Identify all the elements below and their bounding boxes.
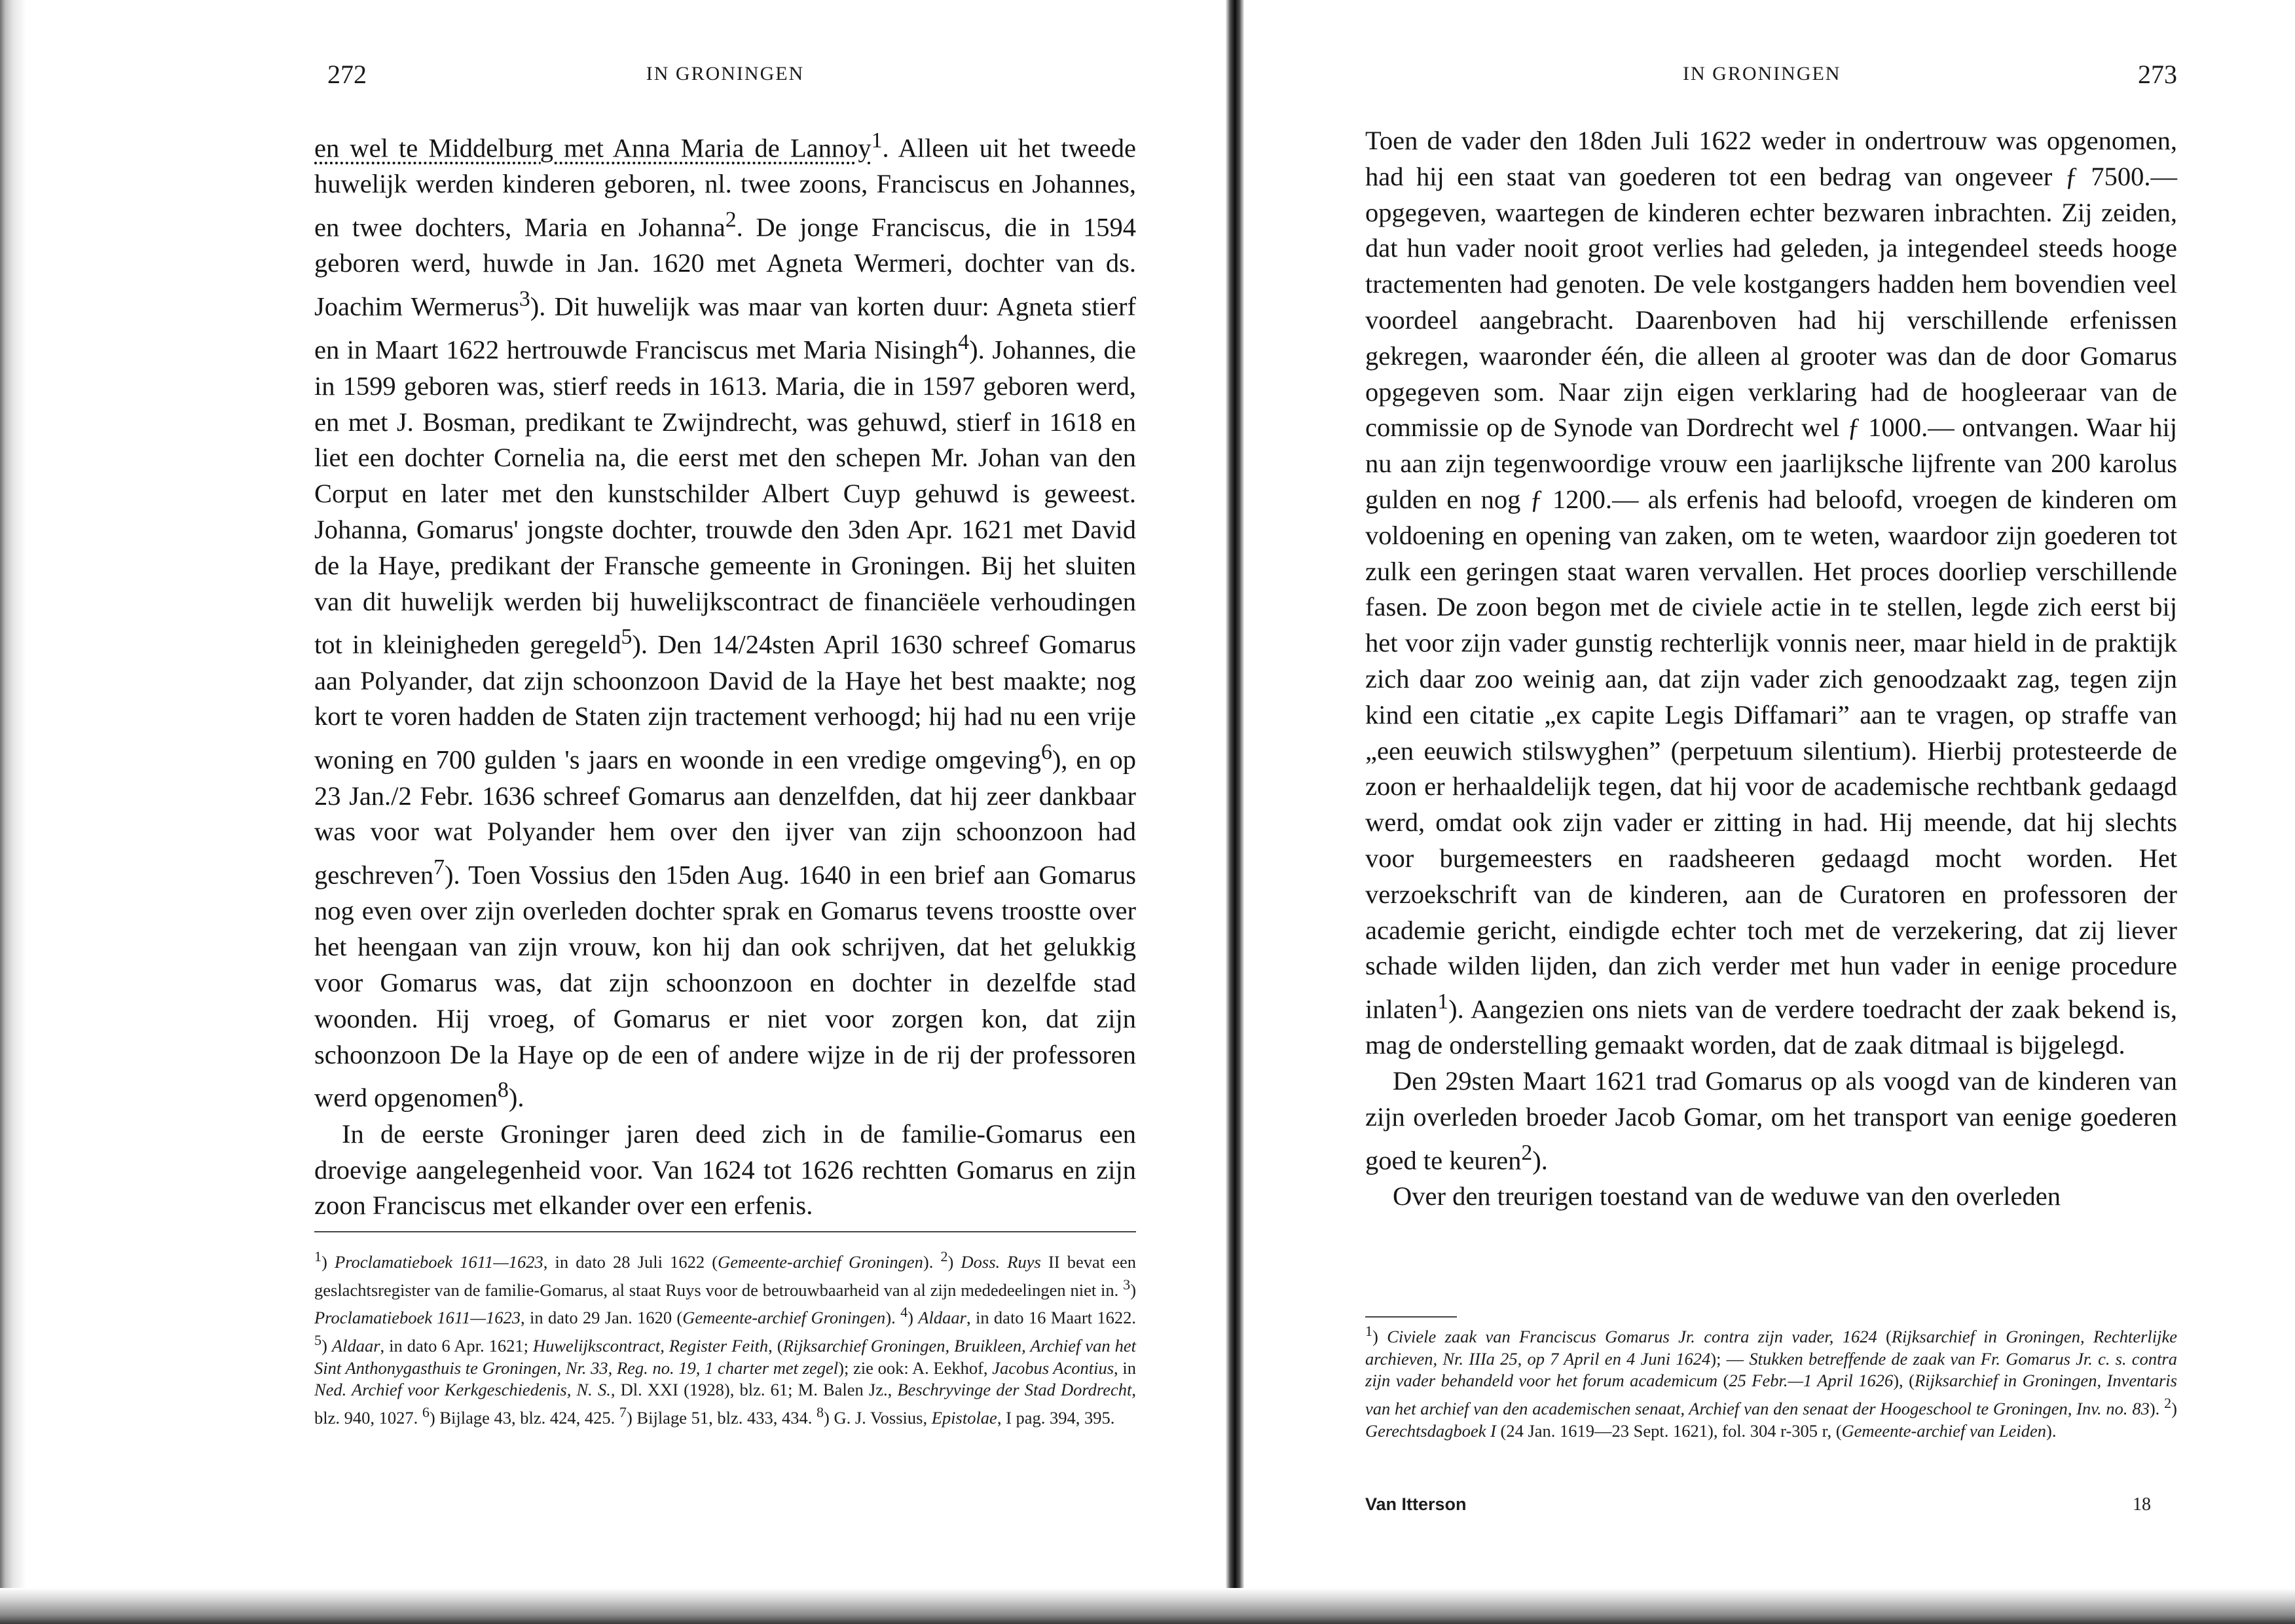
footnotes: [1365, 1320, 2177, 1443]
paragraph: [1365, 1063, 2177, 1179]
page-number: 273: [2138, 60, 2177, 89]
text-run: ). Den 14/24sten April 1630 schreef Gomarus aan Polyander, dat zijn schoonzoon David de la Haye het best maakte; nog kort te voren hadden de Staten zijn tractement verhoogd; hij had nu een vrije woning en 700 gulden 's jaars en woonde in een vredige omgeving: [314, 629, 1137, 775]
signature-number: 18: [2133, 1494, 2151, 1515]
running-head: IN GRONINGEN: [646, 63, 805, 84]
footnote-marker: 1: [1437, 989, 1449, 1014]
footnote-marker: 6: [1040, 740, 1052, 765]
underlined-text: en wel te Middelburg met Anna Maria de Lannoy: [314, 133, 872, 163]
body-text: [314, 123, 1136, 1224]
footnotes: [314, 1246, 1136, 1430]
footnote-text: Proclamatieboek 1611—1623, in dato 29 Jan. 1620 (Gemeente-archief Groningen).: [314, 1308, 896, 1328]
text-run: . Alleen uit het tweede huwelijk werden kinderen geboren, nl. twee zoons, Franciscus en Johannes, en twee dochters, Maria en Johanna: [314, 133, 1136, 242]
text-run: ), en op 23 Jan./2 Febr. 1636 schreef Gomarus aan denzelfden, dat hij zeer dankbaar was voor wat Polyander hem over den ijver van zijn schoonzoon had geschreven: [314, 745, 1136, 890]
running-head: IN GRONINGEN: [1683, 63, 1841, 84]
text-run: Toen de vader den 18den Juli 1622 weder in ondertrouw was opgenomen, had hij een staat van goederen tot een bedrag van ongeveer ƒ 7500.— opgegeven, waartegen de kinderen echter bezwaren inbrachten. Zij zeiden, dat hun vader nooit groot verlies had geleden, ja integendeel steeds hooge tractementen had genoten. De vele kostgangers hadden hem bovendien veel voordeel aangebracht. Daarenboven had hij verschillende erfenissen gekregen, waaronder één, die alleen al grooter was dan de door Gomarus opgegeven som. Naar zijn eigen verklaring had de hoogleeraar van de commissie op de Synode van Dordrecht wel ƒ 1000.— ontvangen. Waar hij nu aan zijn tegenwoordige vrouw een jaarlijksche lijfrente van 200 karolus gulden en nog ƒ 1200.— als erfenis had beloofd, vroegen de kinderen om voldoening en opening van zaken, om te weten, waardoor zijn goederen tot zulk een geringen staat waren vervallen. Het proces doorliep verschillende fasen. De zoon begon met de civiele actie in te stellen, legde zich eerst bij het voor zijn vader gunstig rechterlijk vonnis neer, maar hield in de praktijk zich daar zoo weinig aan, dat zijn vader zich genoodzaakt zag, tegen zijn kind een citatie „ex capite Legis Diffamari” aan te vragen, op straffe van „een eeuwich stilswyghen” (perpetuum silentium). Hierbij protesteerde de zoon er herhaaldelijk tegen, dat hij voor de academische rechtbank gedaagd werd, omdat ook zijn vader er zitting in had. Hij meende, dat hij slechts voor burgemeesters en raadsheeren gedaagd mocht worden. Het verzoekschrift van de kinderen, aan de Curatoren en professoren der academie gericht, eindigde echter toch met de verzekering, dat zij liever schade wilden lijden, dan zich verder met hun vader in eenige procedure inlaten: [1365, 126, 2177, 1024]
footnote-marker: 3: [519, 287, 530, 312]
footnote-marker: 7: [433, 855, 445, 880]
paragraph: Over den treurigen toestand van de weduwe van den overleden: [1393, 1181, 2061, 1211]
text-run: ). Aangezien ons niets van de verdere toedracht der zaak bekend is, mag de onderstelling gemaakt worden, dat de zaak ditmaal is bijgelegd.: [1365, 994, 2177, 1060]
text-run: ).: [508, 1082, 524, 1113]
footnote-text: Aldaar, in dato 6 Apr. 1621; Huwelijkscontract, Register Feith, (Rijksarchief Groningen, Bruikleen, Archief van het Sint Anthonygasthuis te Groningen, Nr. 33, Reg. no. 19, 1 charter met zegel); zie ook: A. Eekhof, Jacobus Acontius, in Ned. Archief voor Kerkgeschiedenis, N. S., Dl. XXI (1928), blz. 61; M. Balen Jz., Beschryvinge der Stad Dordrecht, blz. 940, 1027.: [314, 1335, 1137, 1428]
footnote-mark: 2: [2164, 1395, 2172, 1412]
paragraph: [314, 123, 1136, 1116]
page-number: 272: [327, 60, 367, 89]
footnote-rule: [314, 1231, 1136, 1232]
footnote-marker: 8: [498, 1078, 509, 1103]
footnote-text: G. J. Vossius, Epistolae, I pag. 394, 395.: [834, 1407, 1115, 1428]
footnote-mark: 8: [816, 1404, 824, 1421]
text-run: ). Toen Vossius den 15den Aug. 1640 in een brief aan Gomarus nog even over zijn overleden dochter sprak en Gomarus tevens troostte over het heengaan van zijn vrouw, kon hij dan ook schrijven, dat het gelukkig voor Gomarus was, dat zijn schoonzoon en dochter in dezelfde stad woonden. Hij vroeg, of Gomarus er niet voor zorgen kon, dat zijn schoonzoon De la Haye op de een of andere wijze in de rij der professoren werd opgenomen: [314, 860, 1136, 1113]
footnote-mark: 7: [619, 1404, 627, 1421]
footnote-mark: 3: [1123, 1276, 1131, 1293]
footnote-marker: 5: [621, 625, 633, 650]
footnote-text: Gerechtsdagboek I (24 Jan. 1619—23 Sept. 1621), fol. 304 r-305 r, (Gemeente-archief van Leiden).: [1365, 1420, 2057, 1441]
footnote-mark: 1: [314, 1248, 322, 1264]
footnote-mark: 4: [900, 1304, 908, 1321]
text-run: ). Johannes, die in 1599 geboren was, stierf reeds in 1613. Maria, die in 1597 geboren werd, en met J. Bosman, predikant te Zwijndrecht, was gehuwd, stierf in 1618 en liet een dochter Cornelia na, die eerst met den schepen Mr. Johan van den Corput en later met den kunstschilder Albert Cuyp gehuwd is geweest. Johanna, Gomarus' jongste dochter, trouwde den 3den Apr. 1621 met David de la Haye, predikant der Fransche gemeente in Groningen. Bij het sluiten van dit huwelijk werden bij huwelijkscontract de financiëele verhoudingen tot in kleinigheden geregeld: [314, 335, 1136, 659]
footnote-marker: 4: [958, 330, 970, 355]
printer-signature: Van Itterson: [1365, 1494, 1467, 1514]
footnote-paragraph: $^1$) Proclamatieboek 1611—1623, in dato 28 Juli 1622 (Gemeente-archief Groningen). $^2$) Doss. Ruys II bevat een geslachtsregister van de familie-Gomarus, al staat Ruys voor de betrouwbaarheid van al zijn mededeelingen niet in. $^3$) Proclamatieboek 1611—1623, in dato 29 Jan. 1620 (Gemeente-archief Groningen). $^4$) Aldaar, in dato 16 Maart 1622. $^5$) Aldaar, in dato 6 Apr. 1621; Huwelijkscontract, Register Feith, (Rijksarchief Groningen, Bruikleen, Archief van het Sint Anthonygasthuis te Groningen, Nr. 33, Reg. no. 19, 1 charter met zegel); zie ook: A. Eekhof, Jacobus Acontius, in Ned. Archief voor Kerkgeschiedenis, N. S., Dl. XXI (1928), blz. 61; M. Balen Jz., Beschryvinge der Stad Dordrecht, blz. 940, 1027. $^6$) Bijlage 43, blz. 424, 425. $^7$) Bijlage 51, blz. 433, 434. $^8$) G. J. Vossius, Epistolae, I pag. 394, 395.: [314, 1248, 1137, 1428]
text-run: Den 29sten Maart 1621 trad Gomarus op als voogd van de kinderen van zijn overleden broeder Jacob Gomar, om het transport van eenige goederen goed te keuren: [1365, 1066, 2177, 1175]
footnote-marker: 2: [1521, 1140, 1533, 1165]
footnote-text: Bijlage 43, blz. 424, 425.: [439, 1407, 615, 1428]
paragraph: In de eerste Groninger jaren deed zich in de familie-Gomarus een droevige aangelegenheid voor. Van 1624 tot 1626 rechtten Gomarus en zijn zoon Franciscus met elkander over een erfenis.: [314, 1118, 1136, 1221]
footnote-text: Aldaar, in dato 16 Maart 1622.: [918, 1308, 1137, 1328]
footnote-mark: 6: [422, 1404, 430, 1421]
text-run: . De jonge Franciscus, die in 1594 geboren werd, huwde in Jan. 1620 met Agneta Wermeri, dochter van ds. Joachim Wermerus: [314, 212, 1136, 322]
footnote-text: Civiele zaak van Franciscus Gomarus Jr. contra zijn vader, 1624 (Rijksarchief in Groningen, Rechterlijke archieven, Nr. IIIa 25, op 7 April en 4 Juni 1624); — Stukken betreffende de zaak van Fr. Gomarus Jr. c. s. contra zijn vader behandeld voor het forum academicum (25 Febr.—1 April 1626), (Rijksarchief in Groningen, Inventaris van het archief van den academischen senaat, Archief van den senaat der Hoogeschool te Groningen, Inv. no. 83).: [1365, 1326, 2178, 1419]
footnote-marker: 2: [725, 208, 737, 232]
paragraph: [1365, 123, 2177, 1063]
footnote-text: Proclamatieboek 1611—1623, in dato 28 Juli 1622 (Gemeente-archief Groningen).: [335, 1251, 934, 1272]
footnote-rule: [1365, 1316, 1457, 1318]
scan-edge-bottom: [0, 1588, 2295, 1624]
footnote-text: Bijlage 51, blz. 433, 434.: [636, 1407, 813, 1428]
footnote-text: Doss. Ruys II bevat een geslachtsregister van de familie-Gomarus, al staat Ruys voor de betrouwbaarheid van al zijn mededeelingen niet in.: [314, 1251, 1137, 1300]
text-run: ).: [1532, 1145, 1548, 1175]
footnote-marker: 1: [871, 128, 883, 153]
footnote-paragraph: $^1$) Civiele zaak van Franciscus Gomarus Jr. contra zijn vader, 1624 (Rijksarchief in Groningen, Rechterlijke archieven, Nr. IIIa 25, op 7 April en 4 Juni 1624); — Stukken betreffende de zaak van Fr. Gomarus Jr. c. s. contra zijn vader behandeld voor het forum academicum (25 Febr.—1 April 1626), (Rijksarchief in Groningen, Inventaris van het archief van den academischen senaat, Archief van den senaat der Hoogeschool te Groningen, Inv. no. 83). $^2$) Gerechtsdagboek I (24 Jan. 1619—23 Sept. 1621), fol. 304 r-305 r, (Gemeente-archief van Leiden).: [1365, 1323, 2178, 1441]
footnote-mark: 5: [314, 1331, 322, 1348]
footnote-mark: 1: [1365, 1323, 1373, 1339]
scan-edge-left: [0, 0, 26, 1624]
left-page: [314, 0, 1136, 1585]
right-page: [1365, 0, 2177, 1585]
body-text: [1365, 123, 2177, 1215]
footnote-mark: 2: [940, 1248, 948, 1264]
text-run: ). Dit huwelijk was maar van korten duur: Agneta stierf en in Maart 1622 hertrouwde Franciscus met Maria Nisingh: [314, 291, 1136, 365]
book-gutter: [1226, 0, 1244, 1624]
